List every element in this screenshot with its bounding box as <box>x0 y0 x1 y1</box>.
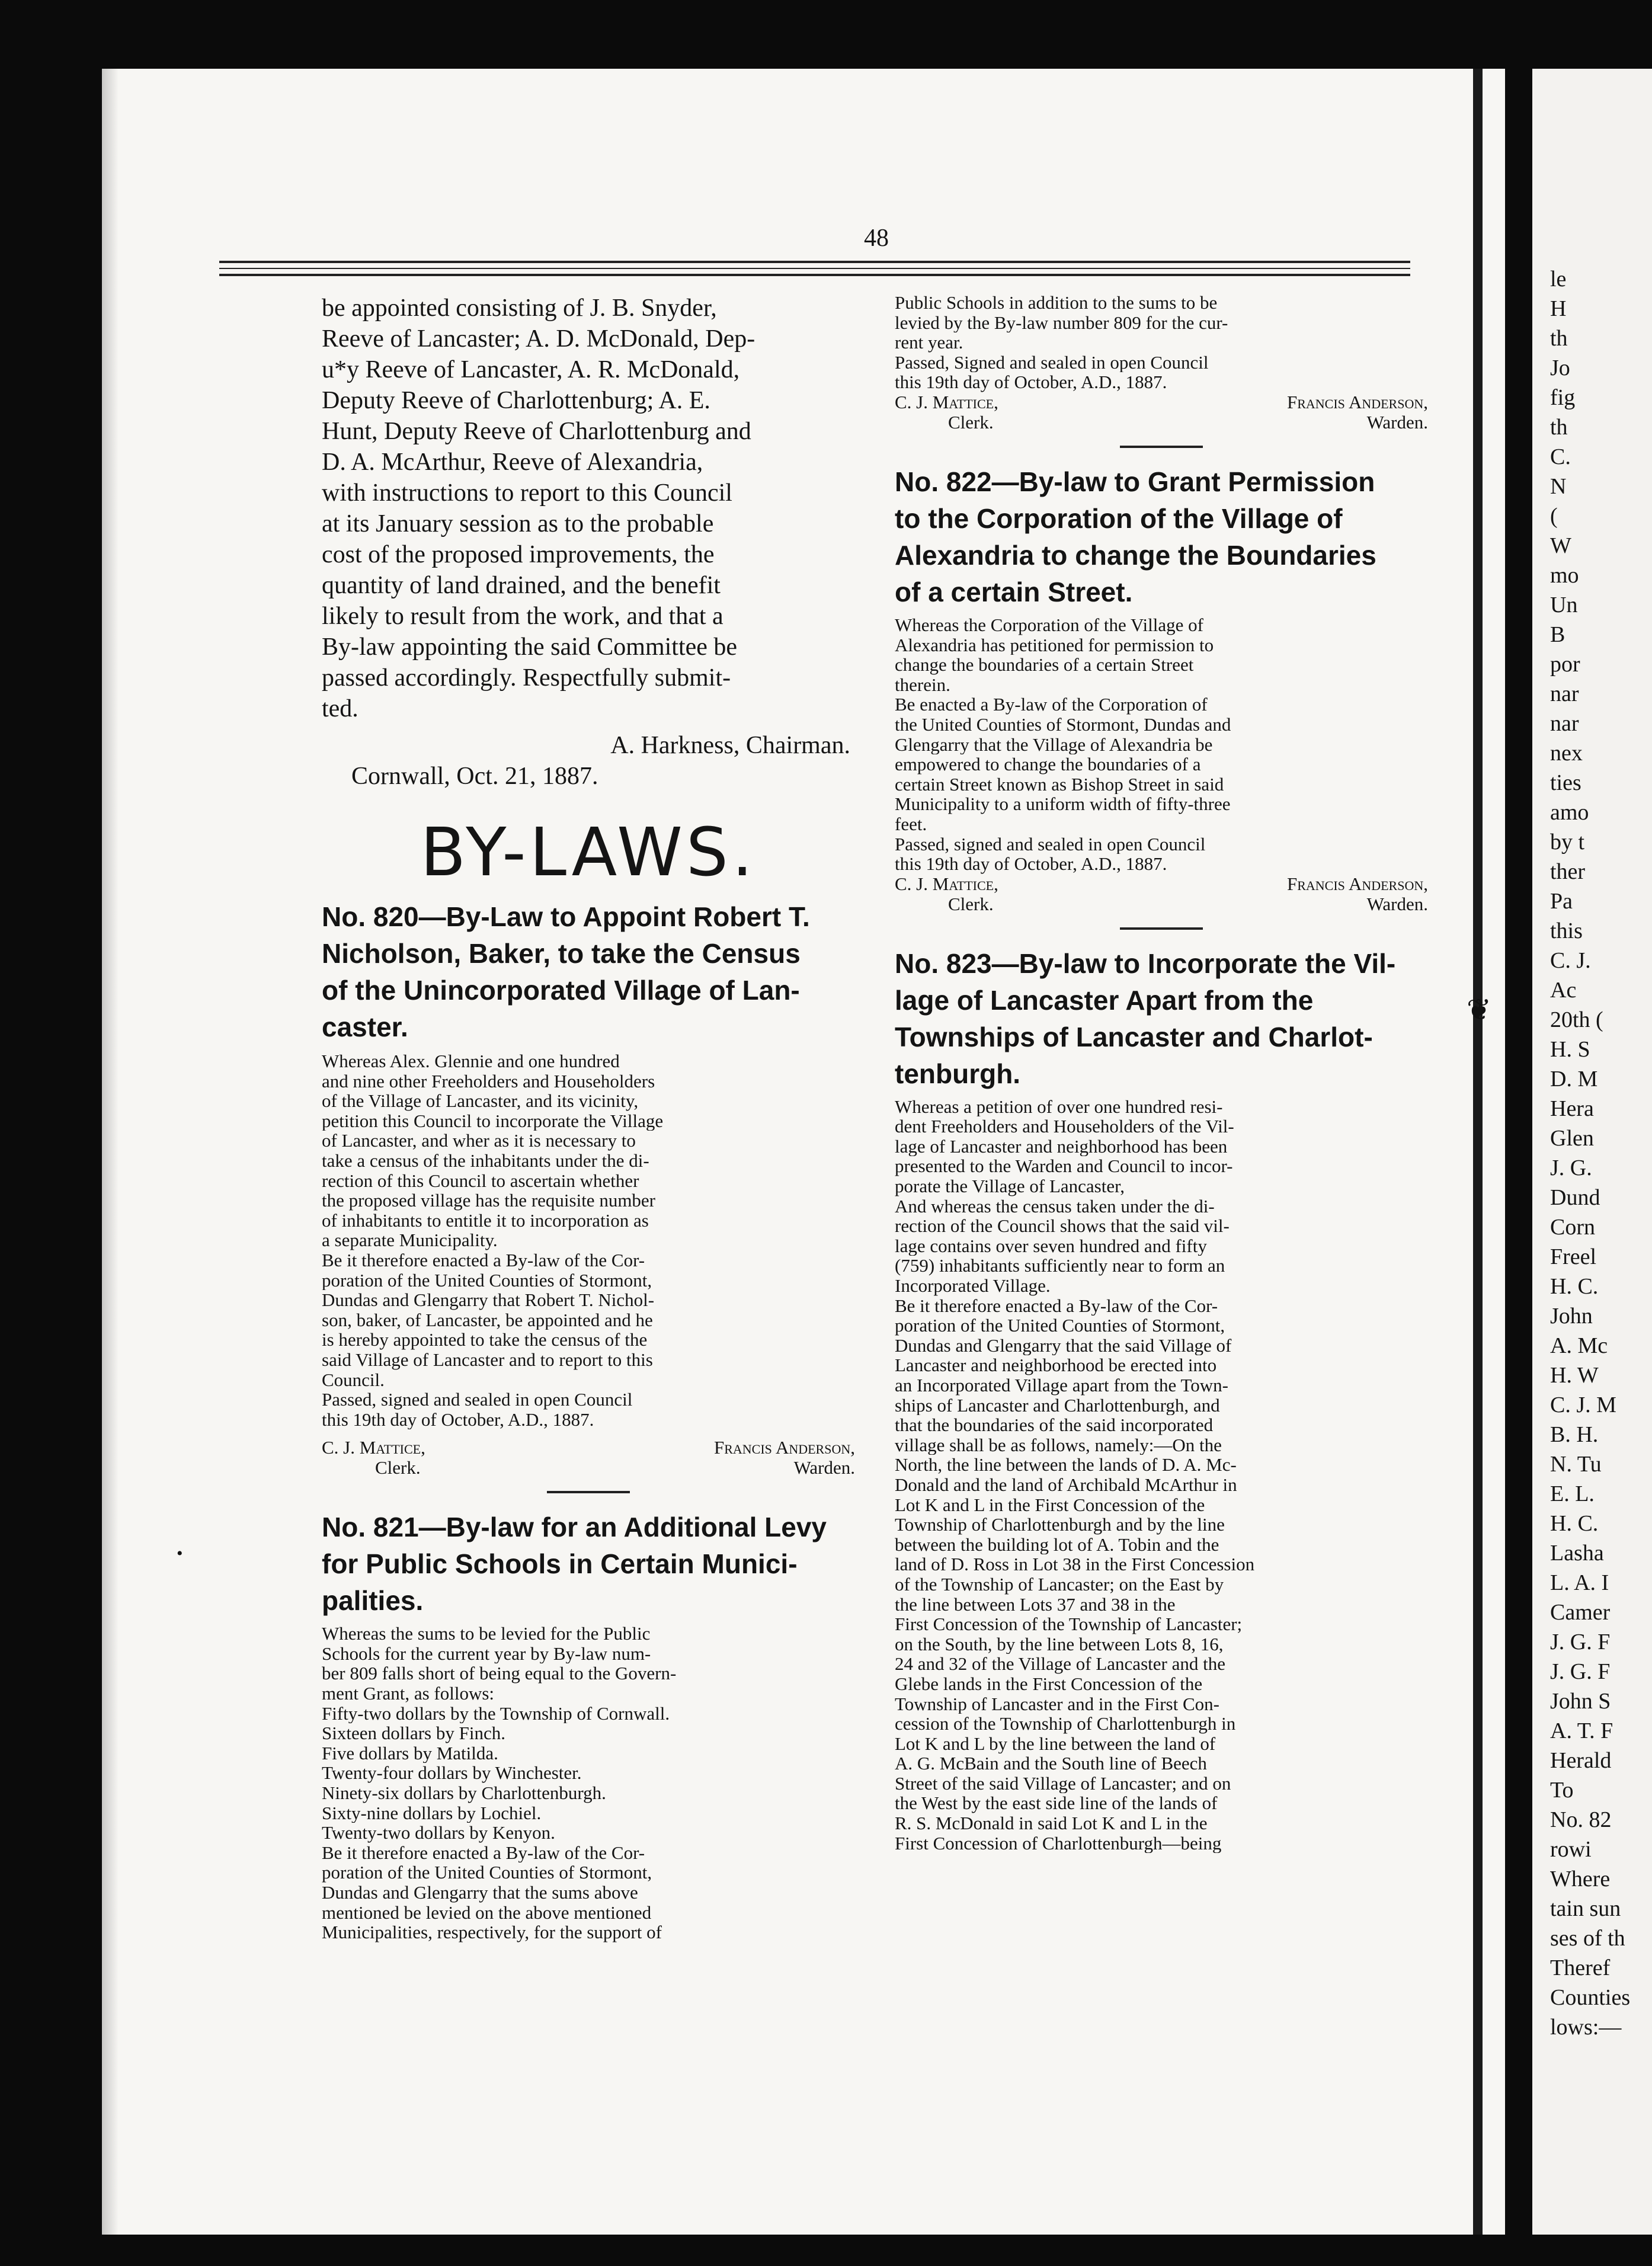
section-divider <box>1120 446 1203 448</box>
text-line: Incorporated Village. <box>895 1276 1051 1296</box>
text-line: By-law appointing the said Committee be <box>322 633 738 661</box>
heading-line: No. 820—By-Law to Appoint Robert T. <box>322 901 810 932</box>
fragment-line: Where <box>1550 1867 1611 1891</box>
text-line: Dundas and Glengarry that Robert T. Nichol- <box>322 1290 655 1310</box>
fragment-line: nar <box>1550 711 1579 736</box>
heading-line: to the Corporation of the Village of <box>895 503 1343 534</box>
ink-speck: • <box>177 1544 183 1563</box>
text-line: an Incorporated Village apart from the Town- <box>895 1375 1228 1396</box>
bylaw-820-body <box>322 1051 855 1429</box>
text-line: of inhabitants to entitle it to incorporation as <box>322 1210 649 1231</box>
bylaw-822-titles <box>895 894 1428 914</box>
fragment-line: A. T. F <box>1550 1718 1613 1743</box>
text-line: the line between Lots 37 and 38 in the <box>895 1594 1176 1615</box>
heading-line: palities. <box>322 1585 424 1617</box>
clerk-name: C. J. Mattice, <box>895 391 998 412</box>
text-line: Reeve of Lancaster; A. D. McDonald, Dep- <box>322 325 755 353</box>
text-line: Whereas the Corporation of the Village of <box>895 614 1203 635</box>
fragment-line: C. <box>1550 444 1571 469</box>
bylaw-821-titles <box>895 412 1428 433</box>
fragment-line: C. J. M <box>1550 1393 1616 1417</box>
text-line: Council. <box>322 1369 385 1390</box>
text-line: Passed, signed and sealed in open Council <box>895 834 1206 854</box>
text-line: Glebe lands in the First Concession of the <box>895 1673 1203 1694</box>
fragment-line: nex <box>1550 741 1583 766</box>
warden-name: Francis Anderson, <box>1286 873 1428 894</box>
text-line: cost of the proposed improvements, the <box>322 541 715 568</box>
fragment-line: H. C. <box>1550 1274 1599 1299</box>
text-line: rection of this Council to ascertain whether <box>322 1170 639 1191</box>
text-line: on the South, by the line between Lots 8, 16, <box>895 1634 1224 1654</box>
page-gap <box>1505 0 1532 2266</box>
clerk-name: C. J. Mattice, <box>322 1437 425 1458</box>
fragment-line: ses of th <box>1550 1926 1625 1951</box>
fragment-line: this <box>1550 918 1583 943</box>
fragment-line: Jo <box>1550 356 1570 380</box>
bylaw-822-body <box>895 615 1428 874</box>
text-line: ted. <box>322 695 358 722</box>
text-line: Glengarry that the Village of Alexandria be <box>895 734 1213 755</box>
fragment-line: por <box>1550 652 1580 677</box>
text-line: Whereas Alex. Glennie and one hundred <box>322 1051 620 1071</box>
text-line: Be it therefore enacted a By-law of the Cor- <box>322 1250 645 1270</box>
text-line: certain Street known as Bishop Street in said <box>895 774 1224 795</box>
text-line: ships of Lancaster and Charlottenburgh, and <box>895 1395 1220 1416</box>
text-line: rection of the Council shows that the said vil- <box>895 1216 1230 1236</box>
report-place-date: Cornwall, Oct. 21, 1887. <box>351 763 598 790</box>
text-line: Twenty-four dollars by Winchester. <box>322 1763 582 1784</box>
text-line: between the building lot of A. Tobin and the <box>895 1534 1219 1555</box>
heading-line: Townships of Lancaster and Charlot- <box>895 1021 1373 1052</box>
fragment-line: ties <box>1550 770 1581 795</box>
text-line: this 19th day of October, A.D., 1887. <box>895 854 1167 874</box>
text-line: poration of the United Counties of Stormont, <box>322 1862 652 1883</box>
text-line: with instructions to report to this Council <box>322 479 732 507</box>
fragment-line: L. A. I <box>1550 1570 1609 1595</box>
text-line: of the Township of Lancaster; on the East by <box>895 1574 1224 1595</box>
bylaw-820-heading <box>322 898 855 1045</box>
adjacent-page-fragments <box>1550 264 1652 2042</box>
fragment-line: Dund <box>1550 1185 1600 1210</box>
text-line: son, baker, of Lancaster, be appointed and he <box>322 1310 653 1330</box>
text-line: empowered to change the boundaries of a <box>895 754 1201 774</box>
text-line: Municipality to a uniform width of fifty-three <box>895 794 1231 814</box>
bylaw-822-heading <box>895 463 1428 610</box>
bylaw-820-titles <box>322 1458 855 1478</box>
text-line: Passed, signed and sealed in open Council <box>322 1390 633 1410</box>
text-line: 24 and 32 of the Village of Lancaster and the <box>895 1654 1225 1674</box>
header-rule <box>219 274 1410 276</box>
warden-title: Warden. <box>1366 893 1428 914</box>
fragment-line: ther <box>1550 859 1586 884</box>
text-line: that the boundaries of the said incorporated <box>895 1415 1214 1435</box>
text-line: porate the Village of Lancaster, <box>895 1176 1125 1196</box>
bylaw-821-continuation <box>895 293 1428 392</box>
fragment-line: th <box>1550 326 1568 351</box>
fragment-line: Theref <box>1550 1955 1611 1980</box>
adjacent-page <box>1532 69 1652 2235</box>
fragment-line: th <box>1550 415 1568 440</box>
text-line: presented to the Warden and Council to incor- <box>895 1156 1233 1177</box>
text-line: Dundas and Glengarry that the said Village of <box>895 1335 1232 1356</box>
fragment-line: E. L. <box>1550 1481 1595 1506</box>
text-line: cession of the Township of Charlottenburgh in <box>895 1714 1236 1734</box>
fragment-line: C. J. <box>1550 948 1591 973</box>
text-line: Donald and the land of Archibald McArthur in <box>895 1474 1237 1495</box>
fragment-line: Freel <box>1550 1244 1597 1269</box>
text-line: this 19th day of October, A.D., 1887. <box>322 1409 594 1430</box>
text-line: Schools for the current year by By-law num- <box>322 1643 651 1664</box>
text-line: Ninety-six dollars by Charlottenburgh. <box>322 1783 606 1803</box>
fragment-line: John S <box>1550 1689 1611 1714</box>
text-line: Be enacted a By-law of the Corporation of <box>895 694 1208 715</box>
committee-report-text <box>322 293 855 724</box>
fragment-line: Corn <box>1550 1215 1595 1240</box>
fragment-line: fig <box>1550 385 1576 410</box>
fragment-line: le <box>1550 267 1567 292</box>
page-number: 48 <box>864 225 889 252</box>
fragment-line: Pa <box>1550 889 1573 914</box>
heading-line: lage of Lancaster Apart from the <box>895 984 1314 1016</box>
text-line: of the Village of Lancaster, and its vicinity, <box>322 1091 639 1111</box>
fragment-line: by t <box>1550 830 1585 854</box>
fragment-line: To <box>1550 1778 1574 1803</box>
fragment-line: mo <box>1550 563 1579 588</box>
text-line: lage of Lancaster and neighborhood has been <box>895 1136 1228 1157</box>
heading-line: caster. <box>322 1012 408 1042</box>
text-line: said Village of Lancaster and to report to this <box>322 1349 653 1370</box>
text-line: petition this Council to incorporate the Village <box>322 1110 664 1131</box>
clerk-name: C. J. Mattice, <box>895 873 998 894</box>
text-line: therein. <box>895 674 950 695</box>
text-line: take a census of the inhabitants under the di- <box>322 1150 649 1171</box>
text-line: levied by the By-law number 809 for the cur- <box>895 312 1228 333</box>
text-line: passed accordingly. Respectfully submit- <box>322 664 731 692</box>
text-line: Township of Charlottenburgh and by the line <box>895 1515 1225 1535</box>
text-line: ment Grant, as follows: <box>322 1684 495 1704</box>
text-line: North, the line between the lands of D. A. Mc- <box>895 1455 1237 1475</box>
text-line: rent year. <box>895 332 963 353</box>
fragment-line: tain sun <box>1550 1896 1621 1921</box>
text-line: land of D. Ross in Lot 38 in the First Concession <box>895 1554 1255 1574</box>
text-line: Twenty-two dollars by Kenyon. <box>322 1823 555 1843</box>
bylaw-823-heading <box>895 945 1428 1092</box>
fragment-line: J. G. F <box>1550 1630 1611 1654</box>
heading-line: Nicholson, Baker, to take the Census <box>322 938 801 969</box>
text-line: (759) inhabitants sufficiently near to form an <box>895 1256 1225 1276</box>
warden-name: Francis Anderson, <box>1286 391 1428 412</box>
text-line: lage contains over seven hundred and fifty <box>895 1236 1207 1256</box>
fragment-line: D. M <box>1550 1067 1598 1092</box>
clerk-title: Clerk. <box>948 411 994 433</box>
fragment-line: Herald <box>1550 1748 1612 1773</box>
fragment-line: H. W <box>1550 1363 1599 1388</box>
heading-line: for Public Schools in Certain Munici- <box>322 1548 798 1580</box>
text-line: at its January session as to the probable <box>322 510 714 537</box>
text-line: the West by the east side line of the lands of <box>895 1793 1218 1814</box>
text-line: poration of the United Counties of Stormont, <box>322 1270 652 1291</box>
fragment-line: Camer <box>1550 1600 1611 1625</box>
fragment-line: Un <box>1550 593 1578 617</box>
fragment-line: Glen <box>1550 1126 1594 1151</box>
fragment-line: H. S <box>1550 1037 1590 1062</box>
bylaw-823-body <box>895 1097 1428 1854</box>
text-line: a separate Municipality. <box>322 1230 498 1250</box>
text-line: feet. <box>895 814 927 834</box>
fragment-line: J. G. F <box>1550 1659 1611 1684</box>
text-line: Municipalities, respectively, for the support of <box>322 1922 662 1942</box>
text-line: Whereas the sums to be levied for the Public <box>322 1624 651 1644</box>
text-line: Township of Lancaster and in the First Con- <box>895 1694 1219 1714</box>
fragment-line: nar <box>1550 681 1579 706</box>
text-line: u*y Reeve of Lancaster, A. R. McDonald, <box>322 356 740 383</box>
text-line: R. S. McDonald in said Lot K and L in the <box>895 1813 1208 1833</box>
fragment-line: amo <box>1550 800 1589 825</box>
heading-line: No. 823—By-law to Incorporate the Vil- <box>895 948 1396 979</box>
warden-title: Warden. <box>1366 411 1428 433</box>
text-line: A. G. McBain and the South line of Beech <box>895 1753 1207 1774</box>
text-line: Lot K and L in the First Concession of the <box>895 1494 1205 1515</box>
text-line: First Concession of Charlottenburgh—being <box>895 1833 1222 1854</box>
fragment-line: Lasha <box>1550 1541 1604 1566</box>
header-rule <box>219 261 1410 263</box>
bylaw-821-heading <box>322 1509 855 1619</box>
page-spine-shadow <box>1473 69 1483 2235</box>
bylaw-822-signatures <box>895 874 1428 894</box>
fragment-line: ( <box>1550 504 1558 529</box>
heading-line: tenburgh. <box>895 1058 1021 1089</box>
fragment-line: Ac <box>1550 978 1577 1003</box>
text-line: Sixteen dollars by Finch. <box>322 1723 505 1743</box>
report-signature: A. Harkness, Chairman. <box>610 732 850 759</box>
fragment-line: N. Tu <box>1550 1452 1602 1477</box>
heading-line: No. 822—By-law to Grant Permission <box>895 466 1375 497</box>
text-line: Lot K and L by the line between the land of <box>895 1733 1216 1754</box>
text-line: dent Freeholders and Householders of the Vil- <box>895 1116 1234 1137</box>
text-line: village shall be as follows, namely:—On the <box>895 1435 1222 1455</box>
heading-line: No. 821—By-law for an Additional Levy <box>322 1512 827 1543</box>
text-line: Lancaster and neighborhood be erected into <box>895 1355 1217 1375</box>
text-line: the proposed village has the requisite number <box>322 1190 656 1211</box>
fragment-line: Counties <box>1550 1985 1631 2010</box>
text-line: quantity of land drained, and the benefit <box>322 572 721 599</box>
text-line: this 19th day of October, A.D., 1887. <box>895 372 1167 392</box>
text-line: Passed, Signed and sealed in open Council <box>895 352 1209 373</box>
section-divider <box>1120 927 1203 930</box>
clerk-title: Clerk. <box>948 893 994 914</box>
warden-name: Francis Anderson, <box>713 1437 855 1458</box>
text-line: mentioned be levied on the above mentioned <box>322 1902 652 1923</box>
fragment-line: B. H. <box>1550 1422 1599 1447</box>
bylaw-821-body <box>322 1624 855 1942</box>
fragment-line: John <box>1550 1304 1593 1329</box>
heading-line: of the Unincorporated Village of Lan- <box>322 975 800 1006</box>
section-divider <box>547 1491 630 1493</box>
text-line: of Lancaster, and wher as it is necessary to <box>322 1131 636 1151</box>
fragment-line: W <box>1550 533 1571 558</box>
text-line: Dundas and Glengarry that the sums above <box>322 1883 638 1903</box>
fragment-line: H. C. <box>1550 1511 1599 1536</box>
text-line: Be it therefore enacted a By-law of the Cor- <box>895 1295 1218 1316</box>
clerk-title: Clerk. <box>375 1457 421 1478</box>
fragment-line: lows:— <box>1550 2015 1622 2040</box>
text-line: Street of the said Village of Lancaster; and on <box>895 1773 1231 1794</box>
text-line: D. A. McArthur, Reeve of Alexandria, <box>322 449 703 476</box>
text-line: Hunt, Deputy Reeve of Charlottenburg and <box>322 418 751 445</box>
text-line: Deputy Reeve of Charlottenburg; A. E. <box>322 387 710 414</box>
fragment-line: J. G. <box>1550 1156 1592 1180</box>
text-line: and nine other Freeholders and Householders <box>322 1071 655 1092</box>
text-line: Public Schools in addition to the sums to be <box>895 293 1218 313</box>
text-line: ber 809 falls short of being equal to the Govern- <box>322 1663 677 1684</box>
fragment-line: N <box>1550 474 1567 499</box>
heading-line: of a certain Street. <box>895 576 1133 607</box>
fragment-line: 20th ( <box>1550 1007 1603 1032</box>
text-line: be appointed consisting of J. B. Snyder, <box>322 295 717 322</box>
text-line: And whereas the census taken under the di- <box>895 1196 1215 1217</box>
fragment-line: Hera <box>1550 1096 1594 1121</box>
text-line: change the boundaries of a certain Street <box>895 655 1194 675</box>
fragment-line: A. Mc <box>1550 1333 1608 1358</box>
text-line: Sixty-nine dollars by Lochiel. <box>322 1803 542 1823</box>
bylaw-821-signatures <box>895 392 1428 412</box>
warden-title: Warden. <box>793 1457 855 1478</box>
header-rule <box>219 268 1410 269</box>
fragment-line: rowi <box>1550 1837 1592 1862</box>
text-line: Five dollars by Matilda. <box>322 1743 498 1763</box>
text-line: Whereas a petition of over one hundred resi- <box>895 1096 1223 1117</box>
text-line: Fifty-two dollars by the Township of Cornwall. <box>322 1703 670 1724</box>
fragment-line: H <box>1550 296 1567 321</box>
binding-ornament-icon: ❦ <box>1467 993 1491 1026</box>
right-column <box>895 293 1428 1853</box>
text-line: likely to result from the work, and that a <box>322 603 723 630</box>
section-banner: BY-LAWS. <box>420 814 757 891</box>
left-column <box>322 293 855 1942</box>
text-line: is hereby appointed to take the census of the <box>322 1330 648 1350</box>
fragment-line: No. 82 <box>1550 1807 1612 1832</box>
text-line: Be it therefore enacted a By-law of the Cor- <box>322 1842 645 1863</box>
bylaw-820-signatures <box>322 1438 855 1458</box>
page-edge-shadow <box>102 69 119 2235</box>
text-line: First Concession of the Township of Lancaster; <box>895 1614 1243 1634</box>
heading-line: Alexandria to change the Boundaries <box>895 539 1376 571</box>
text-line: poration of the United Counties of Stormont, <box>895 1316 1225 1336</box>
text-line: Alexandria has petitioned for permission to <box>895 635 1214 655</box>
text-line: the United Counties of Stormont, Dundas and <box>895 714 1231 735</box>
fragment-line: B <box>1550 622 1565 647</box>
